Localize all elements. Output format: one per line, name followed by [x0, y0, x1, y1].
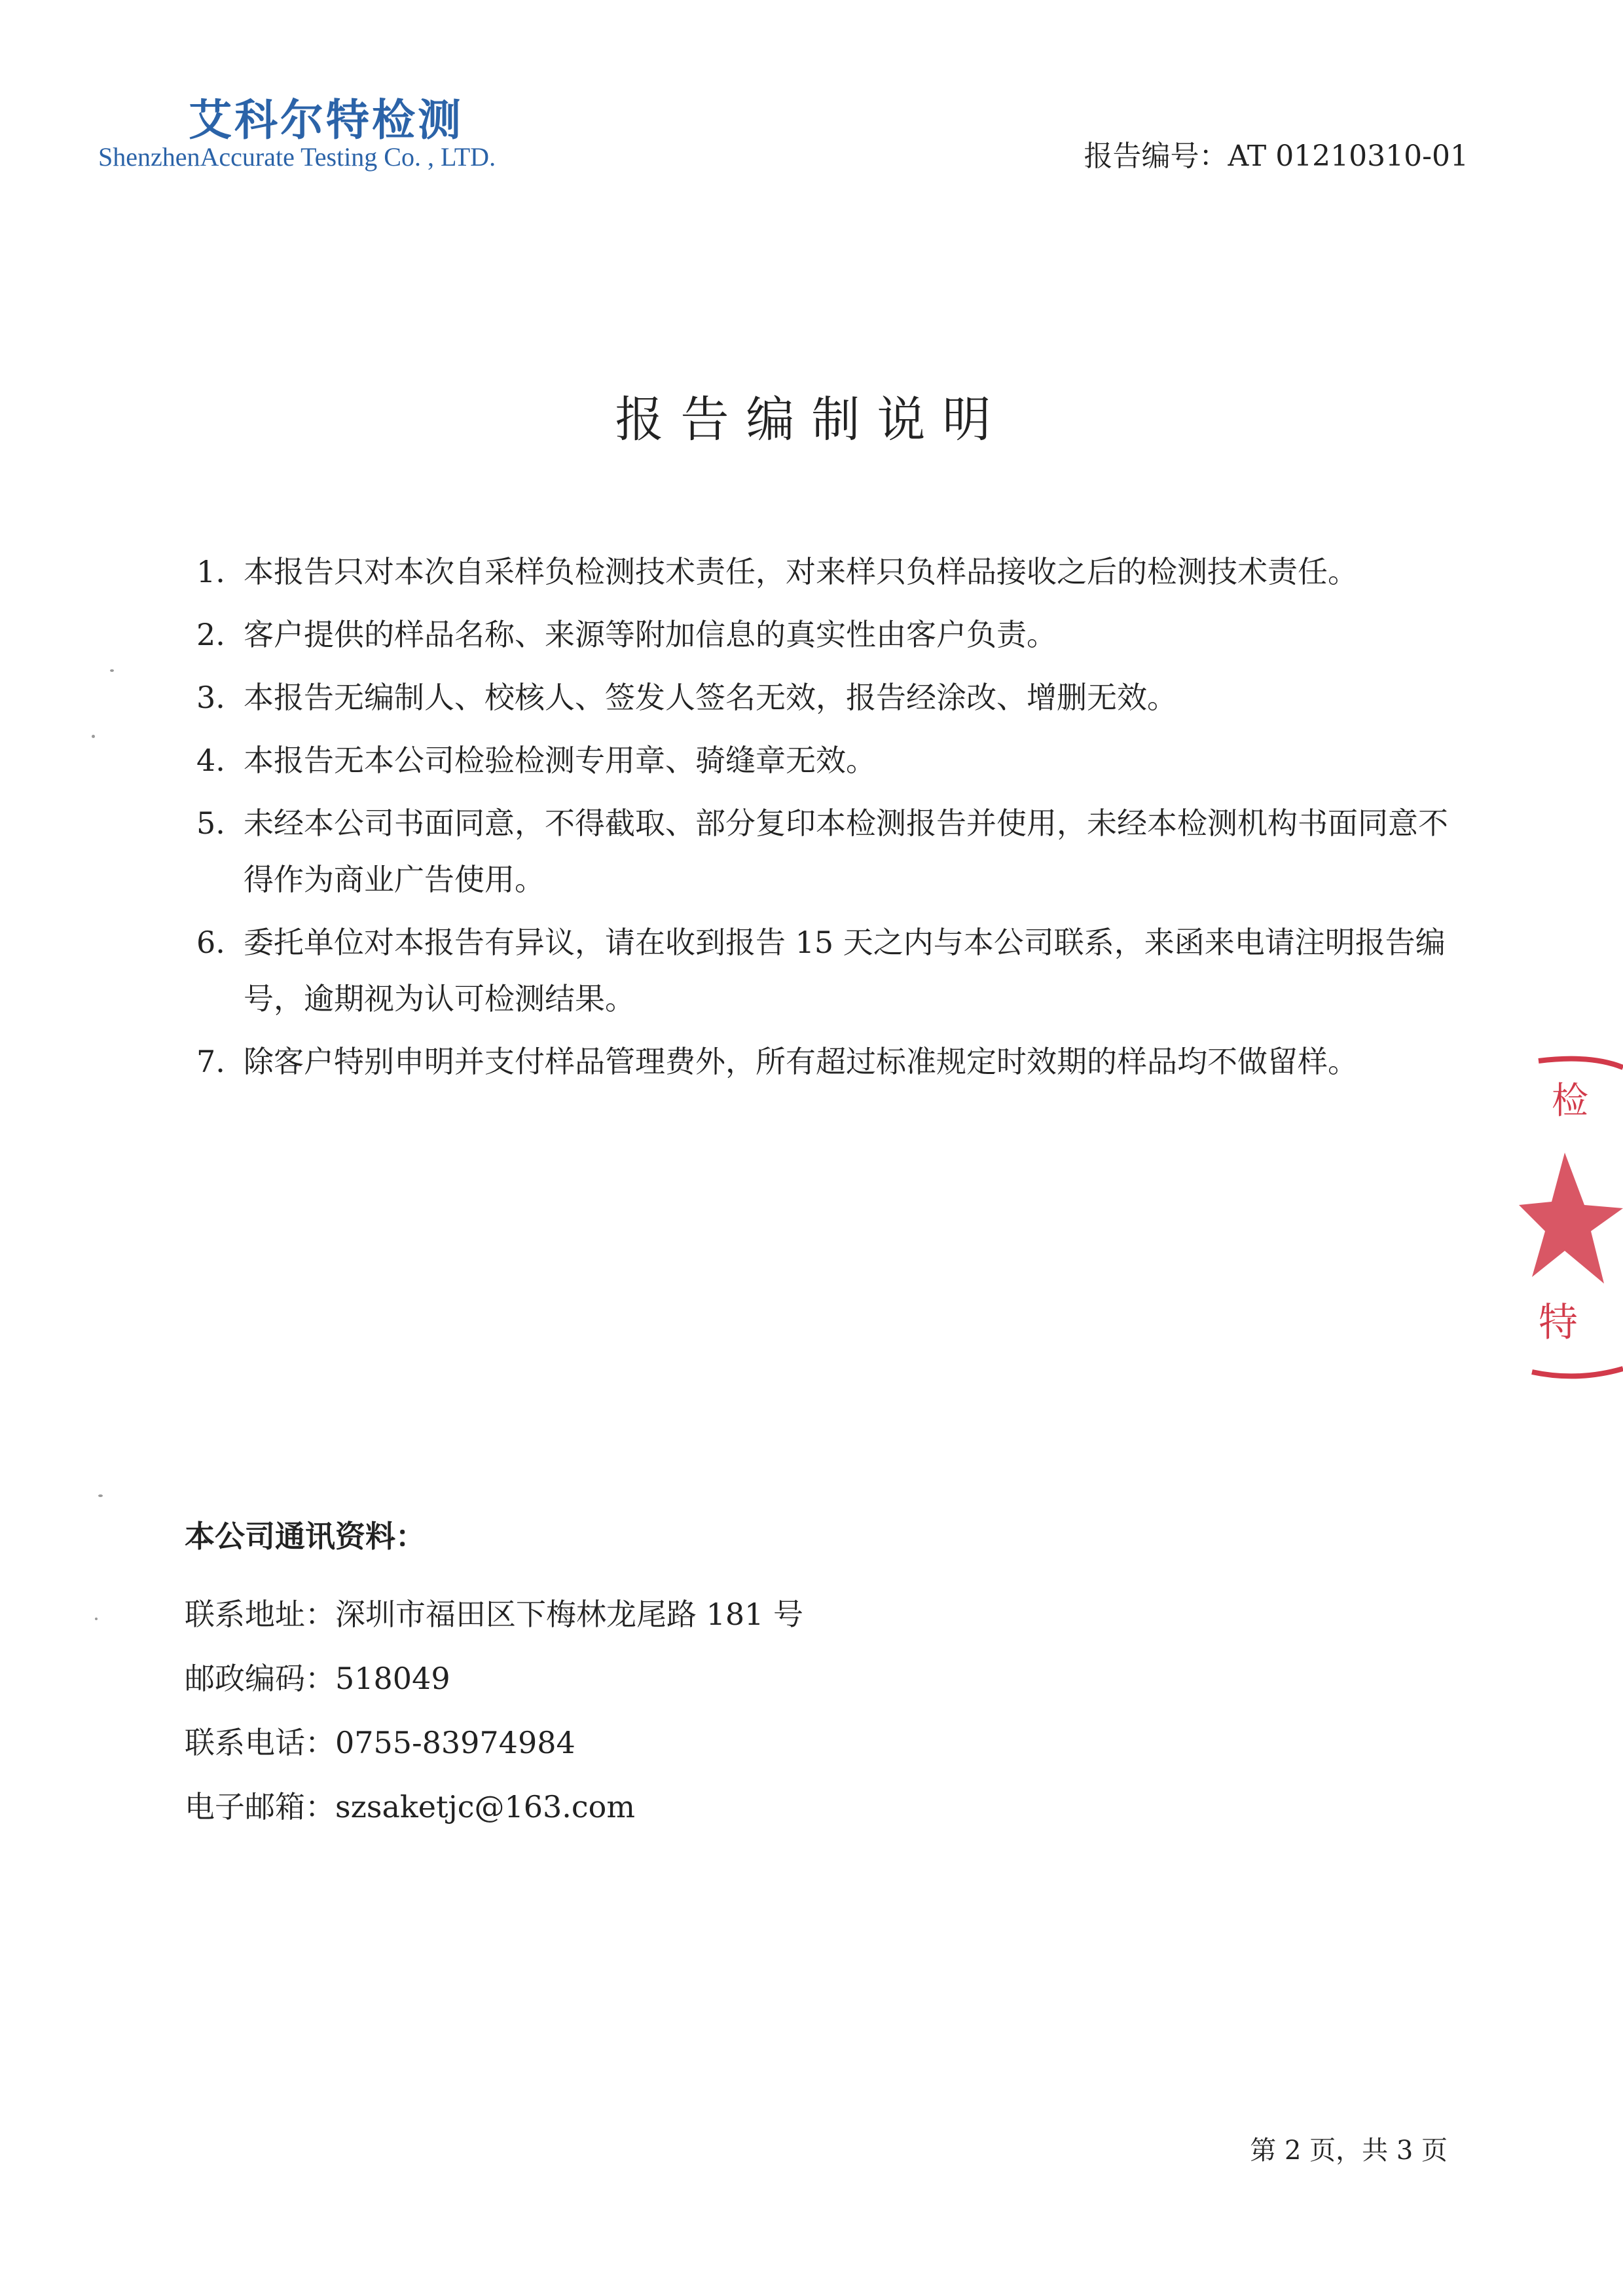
page-number: 第 2 页，共 3 页 — [1250, 2136, 1448, 2166]
note-number: 1. — [196, 554, 225, 589]
note-text: 本报告只对本次自采样负检测技术责任，对来样只负样品接收之后的检测技术责任。 — [244, 554, 1358, 589]
note-number: 6. — [196, 925, 225, 960]
scan-speck — [110, 669, 114, 672]
contact-address — [185, 1582, 1232, 1646]
list-item — [196, 1033, 1467, 1090]
list-item — [196, 669, 1467, 726]
contact-postcode — [185, 1646, 1232, 1711]
company-logo-english: ShenzhenAccurate Testing Co. , LTD. — [98, 142, 496, 172]
note-number: 7. — [196, 1044, 225, 1079]
note-text: 本报告无本公司检验检测专用章、骑缝章无效。 — [244, 743, 876, 778]
note-number: 2. — [196, 617, 225, 652]
notes-list — [196, 544, 1467, 1096]
page-title: 报告编制说明 — [615, 392, 1008, 448]
report-number — [1084, 132, 1468, 174]
company-logo-chinese: 艾科尔特检测 — [189, 95, 464, 145]
address-value: 深圳市福田区下梅林龙尾路 181 号 — [335, 1597, 804, 1632]
scan-speck — [92, 735, 95, 738]
scan-speck — [98, 1494, 103, 1497]
note-text: 委托单位对本报告有异议，请在收到报告 15 天之内与本公司联系，来函来电请注明报告编号，逾期视为认可检测结果。 — [244, 925, 1446, 1016]
note-number: 5. — [196, 805, 225, 841]
email-label: 电子邮箱： — [185, 1789, 335, 1824]
phone-label: 联系电话： — [185, 1725, 335, 1760]
contact-phone — [185, 1711, 1232, 1775]
postcode-value: 518049 — [335, 1661, 450, 1696]
note-number: 3. — [196, 680, 225, 715]
seal-stamp-icon — [1512, 1041, 1623, 1382]
seal-char: 特 — [1539, 1300, 1578, 1346]
list-item — [196, 606, 1467, 663]
postcode-label: 邮政编码： — [185, 1661, 335, 1696]
contact-heading: 本公司通讯资料： — [185, 1519, 426, 1554]
note-text: 未经本公司书面同意，不得截取、部分复印本检测报告并使用，未经本检测机构书面同意不得作为商业广告使用。 — [244, 805, 1448, 897]
note-text: 本报告无编制人、校核人、签发人签名无效，报告经涂改、增删无效。 — [244, 680, 1177, 715]
note-number: 4. — [196, 743, 225, 778]
report-number-value: AT 01210310-01 — [1228, 139, 1468, 173]
address-label: 联系地址： — [185, 1597, 335, 1632]
list-item — [196, 544, 1467, 600]
list-item — [196, 795, 1467, 908]
phone-value: 0755-83974984 — [335, 1725, 575, 1760]
contact-email — [185, 1775, 1232, 1839]
seal-char: 检 — [1552, 1080, 1588, 1122]
list-item — [196, 732, 1467, 788]
note-text: 客户提供的样品名称、来源等附加信息的真实性由客户负责。 — [244, 617, 1057, 652]
list-item — [196, 914, 1467, 1027]
scan-speck — [95, 1618, 98, 1620]
email-value: szsaketjc@163.com — [335, 1789, 635, 1824]
contact-info — [185, 1513, 1232, 1839]
report-number-label: 报告编号： — [1084, 139, 1228, 173]
note-text: 除客户特别申明并支付样品管理费外，所有超过标准规定时效期的样品均不做留样。 — [244, 1044, 1358, 1079]
